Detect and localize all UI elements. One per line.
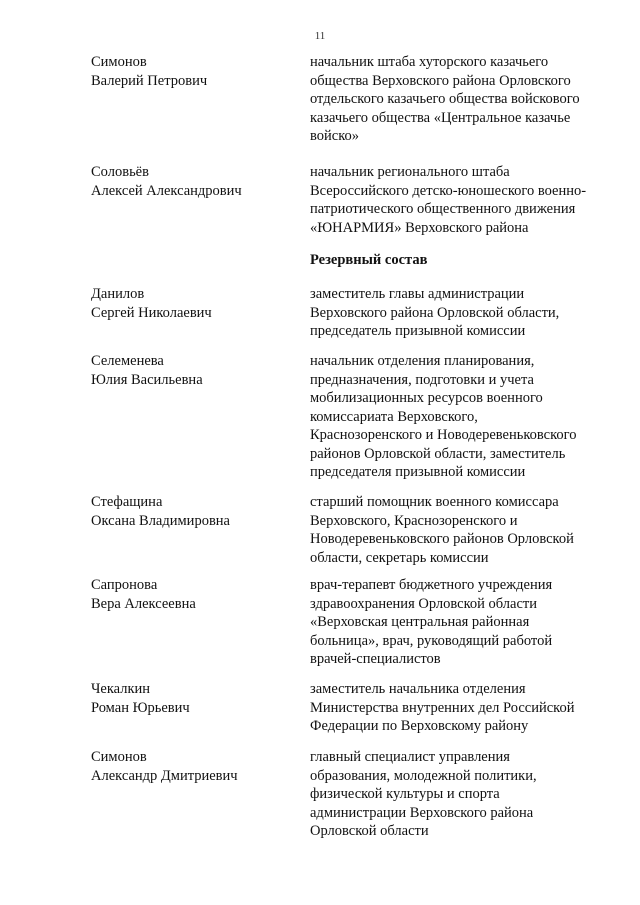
member-given-names: Оксана Владимировна <box>91 513 230 529</box>
position-line: образования, молодежной политики, <box>310 767 537 784</box>
position-line: войско» <box>310 128 360 144</box>
member-position <box>310 680 610 736</box>
position-line: отдельского казачьего общества войскового <box>310 91 580 107</box>
position-line: Новодеревеньковского районов Орловской <box>310 531 574 547</box>
member-surname: Чекалкин <box>91 681 151 697</box>
position-line: врач-терапевт бюджетного учреждения <box>310 577 553 593</box>
member-surname: Симонов <box>91 54 147 70</box>
member-surname: Сапронова <box>91 577 158 593</box>
section-heading-reserve: Резервный состав <box>310 252 428 268</box>
member-name <box>91 53 291 91</box>
position-line: председатель призывной комиссии <box>310 323 526 339</box>
member-name <box>91 576 291 614</box>
member-name <box>91 163 291 201</box>
member-given-names: Алексей Александрович <box>91 183 242 199</box>
member-given-names: Юлия Васильевна <box>91 372 203 388</box>
member-name <box>91 748 291 786</box>
position-line: врачей-специалистов <box>310 651 441 667</box>
position-line: старший помощник военного комиссара <box>310 494 559 510</box>
position-line: начальник отделения планирования, <box>310 353 535 369</box>
position-line: Всероссийского детско-юношеского военно- <box>310 182 587 199</box>
member-position <box>310 493 610 567</box>
member-name <box>91 352 291 390</box>
position-line: здравоохранения Орловской области <box>310 595 537 612</box>
member-name <box>91 285 291 323</box>
position-line: районов Орловской области, заместитель <box>310 445 566 462</box>
member-given-names: Валерий Петрович <box>91 73 208 89</box>
position-line: общества Верховского района Орловского <box>310 72 571 89</box>
position-line: больница», врач, руководящий работой <box>310 632 553 649</box>
position-line: казачьего общества «Центральное казачье <box>310 109 571 126</box>
member-surname: Селеменева <box>91 353 164 369</box>
position-line: патриотического общественного движения <box>310 201 576 217</box>
position-line: главный специалист управления <box>310 749 510 765</box>
member-position <box>310 352 610 482</box>
member-name <box>91 493 291 531</box>
position-line: «Верховская центральная районная <box>310 614 530 630</box>
position-line: начальник регионального штаба <box>310 164 510 180</box>
position-line: Орловской области <box>310 823 429 839</box>
position-line: «ЮНАРМИЯ» Верховского района <box>310 219 529 236</box>
position-line: Верховского района Орловской области, <box>310 304 560 321</box>
member-position <box>310 163 610 237</box>
member-given-names: Вера Алексеевна <box>91 596 196 612</box>
position-line: комиссариата Верховского, <box>310 408 478 425</box>
position-line: мобилизационных ресурсов военного <box>310 390 543 406</box>
member-surname: Симонов <box>91 749 147 765</box>
member-given-names: Роман Юрьевич <box>91 700 190 716</box>
position-line: заместитель главы администрации <box>310 286 525 302</box>
position-line: Краснозоренского и Новодеревеньковского <box>310 427 577 443</box>
member-surname: Стефащина <box>91 494 163 510</box>
position-line: физической культуры и спорта <box>310 786 500 802</box>
position-line: администрации Верховского района <box>310 804 534 821</box>
position-line: области, секретарь комиссии <box>310 549 489 566</box>
member-surname: Соловьёв <box>91 164 149 180</box>
member-position <box>310 53 610 146</box>
member-given-names: Александр Дмитриевич <box>91 768 238 784</box>
position-line: Федерации по Верховскому району <box>310 718 529 734</box>
member-position <box>310 576 610 669</box>
member-surname: Данилов <box>91 286 145 302</box>
position-line: предназначения, подготовки и учета <box>310 371 534 388</box>
member-name <box>91 680 291 718</box>
position-line: Верховского, Краснозоренского и <box>310 512 518 529</box>
position-line: Министерства внутренних дел Российской <box>310 699 575 716</box>
position-line: председателя призывной комиссии <box>310 464 526 480</box>
page-number: 11 <box>314 30 326 42</box>
member-position <box>310 285 610 341</box>
member-given-names: Сергей Николаевич <box>91 305 212 321</box>
position-line: начальник штаба хуторского казачьего <box>310 54 549 70</box>
position-line: заместитель начальника отделения <box>310 681 526 697</box>
member-position <box>310 748 610 841</box>
